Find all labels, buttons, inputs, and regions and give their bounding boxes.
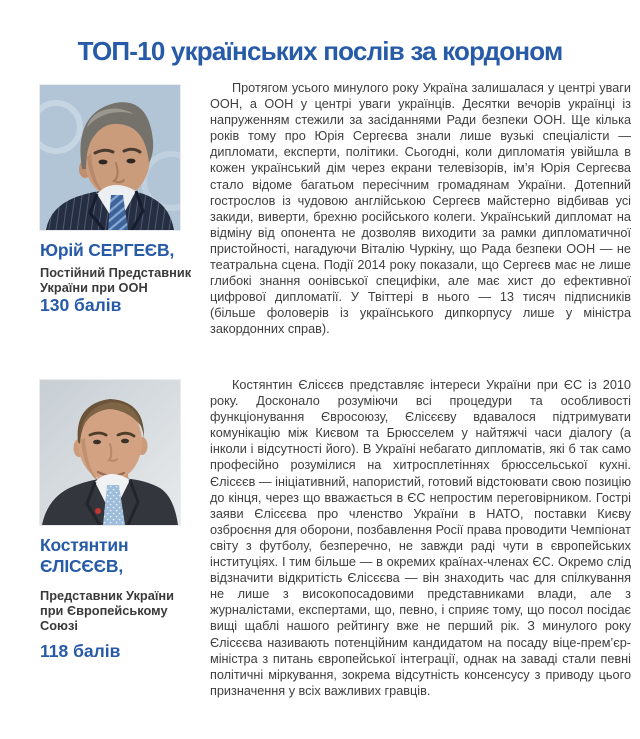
- profile-role: Представник України при Європейському Союзі: [40, 588, 175, 633]
- bio-paragraph: Протягом усього минулого року Україна залишалася у центрі уваги ООН, а ООН у центрі уваги українців. Десятки вечорів українці із напруженням стежили за засіданнями Ради безпеки ООН. Ще кілька років тому про Юрія Сергеєва знали лише вузькі спеціалісти — дипломати, експерти, політики. Сьогодні, коли дипломатія увійшла в кожен український дім через екрани телевізорів, ім’я Юрія Сергеєва стало відоме багатьом пересічним громадянам України. Дотепний гострослов із чудовою англійською Сергеєв майстерно відбивав усі закиди, виверти, брехню російського колеги. Український дипломат на відміну від опонента не дозволяв виходити за рамки дипломатичної пристойності, нагадуючи Віталію Чуркіну, що Рада безпеки ООН — не театральна сцена. Події 2014 року показали, що Сергеєв має не лише глибокі знання оонівської специфіки, але має хист до ефективної цифрової дипломатії. У Твіттері в нього — 13 тисяч підписників (більше фоловерів із українського дипкорпусу лише у міністра закордонних справ).: [210, 81, 631, 337]
- portrait-illustration: [40, 85, 180, 230]
- profile-score: 118 балів: [40, 641, 121, 661]
- profile-name: Юрій СЕРГЕЄВ,: [40, 240, 175, 260]
- profile-score: 130 балів: [40, 295, 122, 315]
- photo-kostiantyn-yelisieiev-portrait: [40, 380, 180, 525]
- portrait-illustration: [40, 380, 180, 525]
- page-title: ТОП-10 українських послів за кордоном: [77, 36, 563, 67]
- profile-name: Костянтин ЄЛІСЄЄВ,: [40, 535, 129, 576]
- bio-paragraph: Костянтин Єлісєєв представляє інтереси України при ЄС із 2010 року. Досконало розуміючи всі процедури та особливості функціонування Євросоюзу, Єлісєєву вдавалося підтримувати комунікацію між Києвом та Брюсселем у найтяжчі часи діалогу (а інколи і відсутності його). В Україні небагато дипломатів, які б так само професійно розумілися на хитросплетіннях брюссельської кухні. Єлісєєв — ініціативний, напористий, готовий відстоювати свою позицію до кінця, через що вважається в ЄС непростим переговірником. Гострі заяви Єлісєєва про членство України в НАТО, поставки Києву озброєння для оборони, позбавлення Росії права проводити Чемпіонат світу з футболу, безперечно, не завжди раді чути в європейських інституціях. І тим більше — в окремих країнах-членах ЄС. Окремо слід відзначити відкритість Єлісєєва — він знаходить час для спілкування не лише з високопосадовими представниками влади, але з журналістами, експертами, що, певно, і сприяє тому, що посол посідає вищі щаблі нашого рейтингу вже не перший рік. З минулого року Єлісєєва називають потенційним кандидатом на посаду віце-прем’єр-міністра з питань європейської інтеграції, однак на заваді стали певні політичні міркування, зокрема відсутність консенсусу з приводу цього призначення у всіх важливих гравців.: [210, 378, 631, 698]
- profile-role: Постійний Представник України при ООН: [40, 265, 192, 295]
- photo-yuriy-serheyev-portrait: [40, 85, 180, 230]
